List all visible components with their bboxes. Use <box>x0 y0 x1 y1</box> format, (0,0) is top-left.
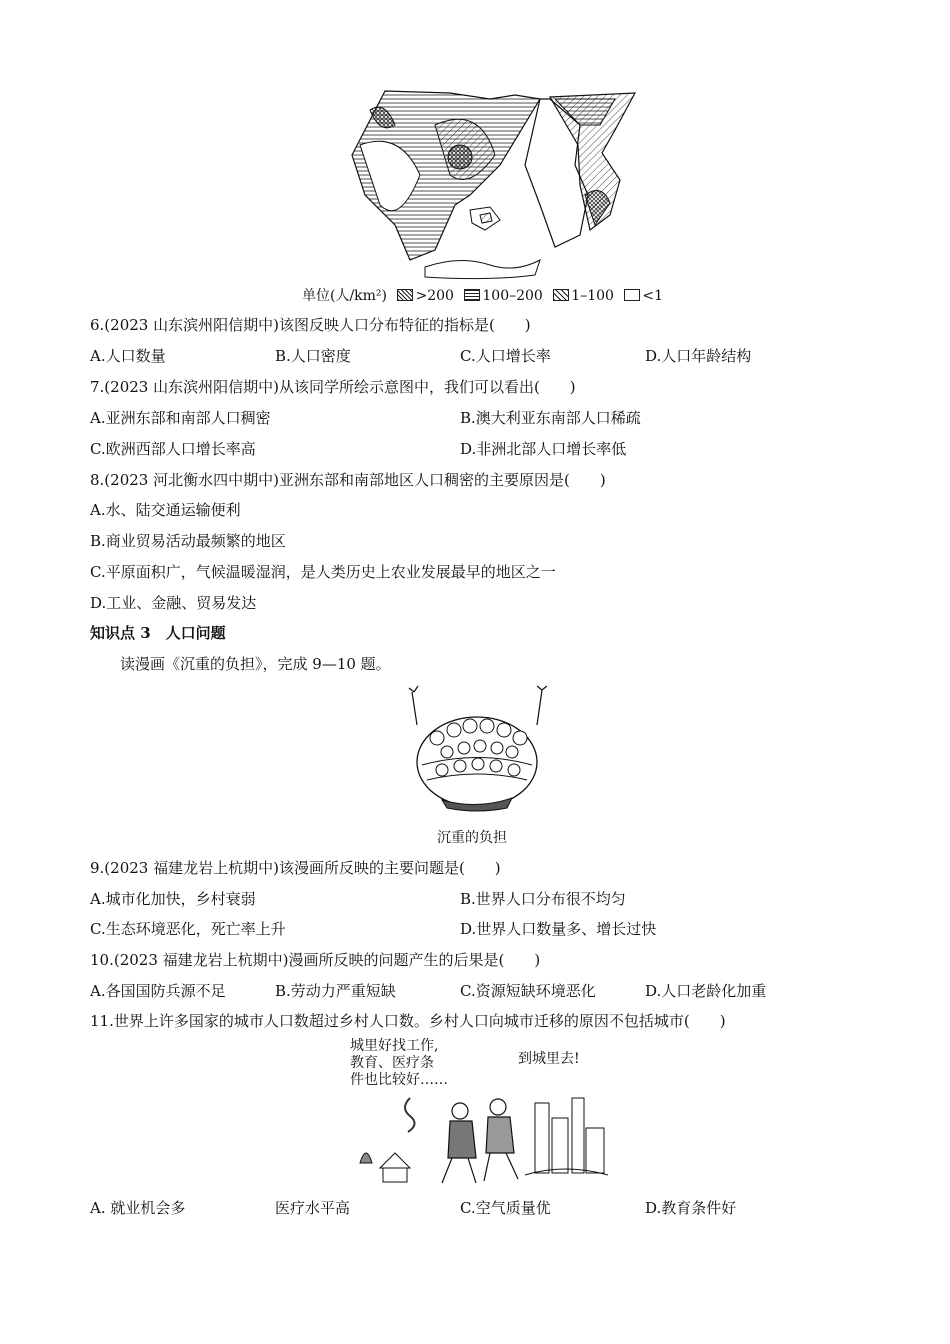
q10-option-a[interactable]: A.各国国防兵源不足 <box>90 982 226 1000</box>
legend-unit: 单位(人/km²) <box>302 288 388 304</box>
q6-stem: 6.(2023 山东滨州阳信期中)该图反映人口分布特征的指标是( ) <box>90 316 531 334</box>
speech-bubble-left <box>350 1038 448 1089</box>
q11-option-a[interactable]: A. 就业机会多 <box>90 1199 186 1217</box>
q11-option-d[interactable]: D.教育条件好 <box>645 1199 737 1217</box>
q6-option-c[interactable]: C.人口增长率 <box>460 347 551 365</box>
q11-option-c[interactable]: C.空气质量优 <box>460 1199 551 1217</box>
speech-bubble-right: 到城里去! <box>518 1051 580 1067</box>
legend-label-1: >200 <box>415 288 454 304</box>
q8-option-c[interactable]: C.平原面积广，气候温暖湿润，是人类历史上农业发展最早的地区之一 <box>90 563 556 581</box>
q7-option-b[interactable]: B.澳大利亚东南部人口稀疏 <box>460 409 641 427</box>
legend-swatch-dense <box>397 289 413 301</box>
speech-line-1: 城里好找工作, <box>350 1038 439 1054</box>
speech-line-2: 教育、医疗条 <box>350 1055 434 1071</box>
q9-option-b[interactable]: B.世界人口分布很不均匀 <box>460 890 626 908</box>
q7-option-c[interactable]: C.欧洲西部人口增长率高 <box>90 440 256 458</box>
section-heading: 知识点 3 人口问题 <box>90 624 226 642</box>
legend-swatch-empty <box>624 289 640 301</box>
q10-stem: 10.(2023 福建龙岩上杭期中)漫画所反映的问题产生的后果是( ) <box>90 951 541 969</box>
cartoon-caption: 沉重的负担 <box>437 830 507 846</box>
q8-option-d[interactable]: D.工业、金融、贸易发达 <box>90 594 257 612</box>
q7-stem: 7.(2023 山东滨州阳信期中)从该同学所绘示意图中，我们可以看出( ) <box>90 378 576 396</box>
q8-option-b[interactable]: B.商业贸易活动最频繁的地区 <box>90 532 286 550</box>
q7-option-d[interactable]: D.非洲北部人口增长率低 <box>460 440 627 458</box>
q6-option-a[interactable]: A.人口数量 <box>90 347 166 365</box>
q8-option-a[interactable]: A.水、陆交通运输便利 <box>90 501 241 519</box>
q9-option-d[interactable]: D.世界人口数量多、增长过快 <box>460 920 657 938</box>
q10-option-b[interactable]: B.劳动力严重短缺 <box>275 982 396 1000</box>
cartoon-globe-crowd <box>402 680 552 815</box>
q10-option-d[interactable]: D.人口老龄化加重 <box>645 982 767 1000</box>
legend-swatch-horizontal <box>464 289 480 301</box>
q10-option-c[interactable]: C.资源短缺环境恶化 <box>460 982 596 1000</box>
q9-option-a[interactable]: A.城市化加快，乡村衰弱 <box>90 890 256 908</box>
q11-stem: 11.世界上许多国家的城市人口数超过乡村人口数。乡村人口向城市迁移的原因不包括城市( ) <box>90 1012 726 1030</box>
q6-option-d[interactable]: D.人口年龄结构 <box>645 347 752 365</box>
legend-swatch-diagonal <box>553 289 569 301</box>
legend-label-3: 1–100 <box>571 288 614 304</box>
population-density-map <box>340 85 640 285</box>
speech-line-3: 件也比较好…… <box>350 1072 448 1088</box>
legend-label-4: <1 <box>642 288 664 304</box>
map-legend <box>302 287 663 305</box>
legend-label-2: 100–200 <box>482 288 543 304</box>
q7-option-a[interactable]: A.亚洲东部和南部人口稠密 <box>90 409 271 427</box>
q9-option-c[interactable]: C.生态环境恶化，死亡率上升 <box>90 920 286 938</box>
q9-stem: 9.(2023 福建龙岩上杭期中)该漫画所反映的主要问题是( ) <box>90 859 501 877</box>
cartoon-migration <box>350 1038 610 1188</box>
section-intro: 读漫画《沉重的负担》，完成 9—10 题。 <box>120 655 391 673</box>
q6-option-b[interactable]: B.人口密度 <box>275 347 351 365</box>
q11-option-b[interactable]: 医疗水平高 <box>275 1199 351 1217</box>
map-drawing <box>340 85 640 285</box>
cartoon-heavy-burden <box>402 680 552 815</box>
q8-stem: 8.(2023 河北衡水四中期中)亚洲东部和南部地区人口稠密的主要原因是( ) <box>90 471 606 489</box>
migration-drawing <box>350 1093 610 1188</box>
